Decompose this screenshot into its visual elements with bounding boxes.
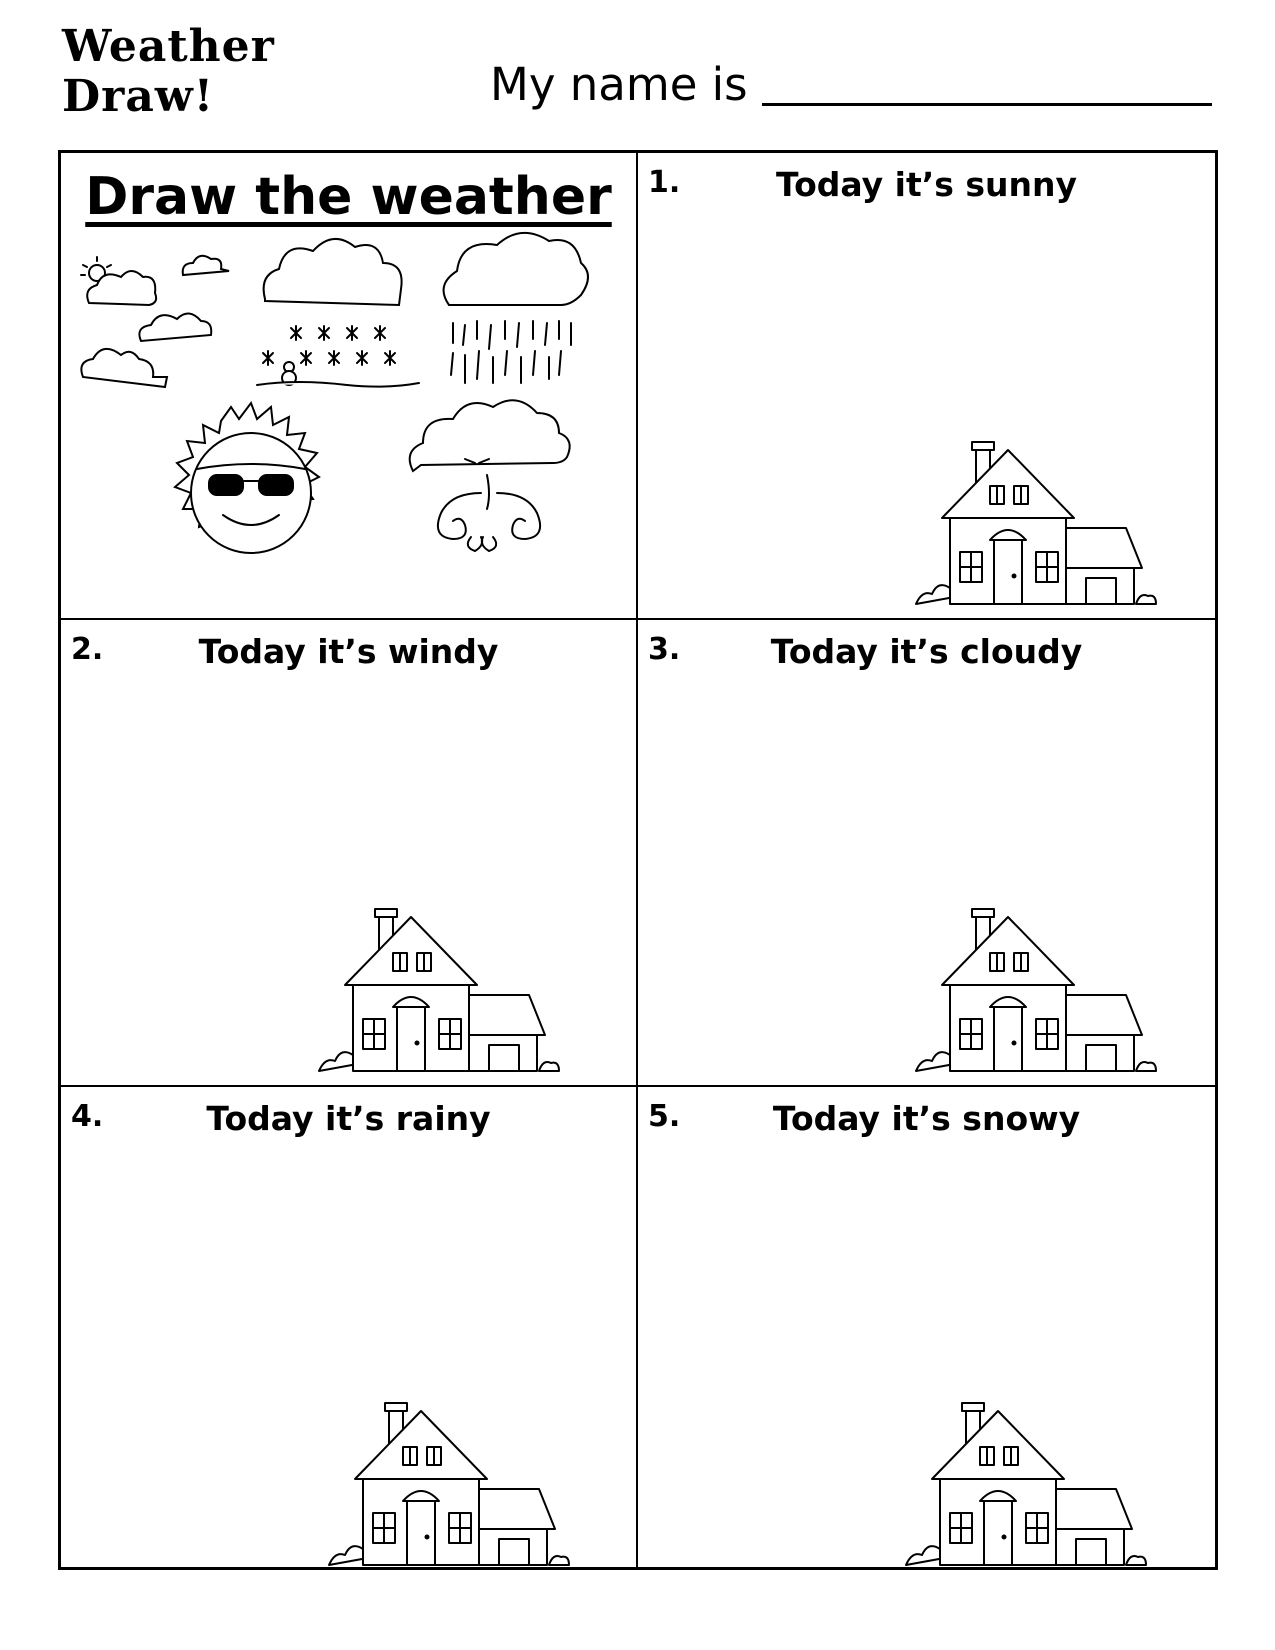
worksheet-grid	[58, 150, 1218, 1570]
panel-4	[61, 1087, 638, 1567]
panel-caption: Today it’s sunny	[775, 165, 1078, 204]
rain-icon	[444, 233, 588, 383]
name-blank-line[interactable]	[762, 103, 1212, 106]
panel-number: 4.	[71, 1099, 104, 1134]
reference-heading: Draw the weather	[85, 167, 612, 227]
house-icon	[307, 903, 567, 1073]
panel-2	[61, 620, 638, 1087]
panel-caption: Today it’s cloudy	[770, 632, 1083, 671]
panel-number: 2.	[71, 632, 104, 667]
snow-icon	[257, 239, 419, 387]
panel-5	[638, 1087, 1215, 1567]
panel-number: 5.	[648, 1099, 681, 1134]
house-icon	[317, 1397, 577, 1567]
sun-icon	[175, 403, 319, 553]
house-icon	[904, 436, 1164, 606]
panel-caption: Today it’s snowy	[772, 1099, 1081, 1138]
panel-number: 3.	[648, 632, 681, 667]
reference-panel	[61, 153, 638, 620]
title-line-1: Weather	[62, 21, 275, 72]
title-line-2: Draw!	[62, 71, 215, 122]
panel-number: 1.	[648, 165, 681, 200]
house-icon	[894, 1397, 1154, 1567]
wind-icon	[410, 400, 570, 551]
panel-caption: Today it’s rainy	[206, 1099, 491, 1138]
worksheet-title	[62, 22, 362, 122]
name-label: My name is	[490, 58, 748, 111]
cloud-icon	[81, 256, 229, 387]
name-row	[490, 60, 1212, 110]
panel-1	[638, 153, 1215, 620]
weather-illustrations	[61, 153, 638, 618]
panel-3	[638, 620, 1215, 1087]
house-icon	[904, 903, 1164, 1073]
panel-caption: Today it’s windy	[198, 632, 499, 671]
